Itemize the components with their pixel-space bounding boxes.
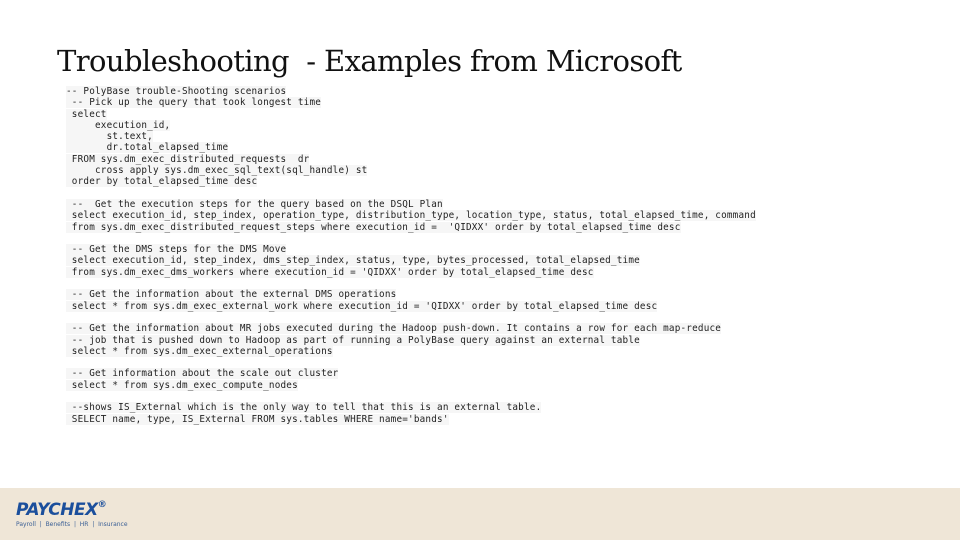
logo-text: PAYCHEX (16, 500, 98, 520)
code-line (66, 267, 756, 278)
code-line (66, 109, 756, 120)
block-spacer (66, 391, 756, 402)
code-line (66, 402, 756, 413)
code-line-text: FROM sys.dm_exec_distributed_requests dr (66, 153, 310, 165)
code-line-text: execution_id, (66, 119, 171, 131)
block-spacer (66, 278, 756, 289)
code-line-text: -- Get the execution steps for the query based on the DSQL Plan (66, 198, 443, 210)
code-line-text: -- PolyBase trouble-Shooting scenarios (66, 86, 287, 97)
code-line (66, 380, 756, 391)
block-spacer (66, 233, 756, 244)
code-line-text: select execution_id, step_index, operation_type, distribution_type, location_type, status, total_elapsed_time, command (66, 210, 756, 222)
code-line-text: -- Get the DMS steps for the DMS Move (66, 244, 287, 256)
code-line-text: select * from sys.dm_exec_compute_nodes (66, 379, 298, 391)
code-line (66, 244, 756, 255)
logo-tagline: Payroll | Benefits | HR | Insurance (16, 521, 128, 528)
code-line (66, 222, 756, 233)
code-line (66, 346, 756, 357)
code-line-text: from sys.dm_exec_dms_workers where execution_id = 'QIDXX' order by total_elapsed_time desc (66, 266, 594, 278)
code-line-text: -- Get information about the scale out cluster (66, 368, 339, 380)
code-line (66, 255, 756, 266)
logo-mark: ® (97, 500, 107, 510)
code-line-text: -- Pick up the query that took longest time (66, 97, 322, 109)
code-line (66, 86, 756, 97)
code-line-text: st.text, (66, 131, 153, 143)
footer-band (0, 488, 960, 540)
code-line (66, 210, 756, 221)
paychex-logo (16, 500, 106, 520)
code-line (66, 289, 756, 300)
code-line-text: select execution_id, step_index, dms_step_index, status, type, bytes_processed, total_elapsed_time (66, 255, 640, 267)
code-line (66, 131, 756, 142)
code-line (66, 120, 756, 131)
code-line (66, 165, 756, 176)
code-line-text: select (66, 108, 107, 120)
block-spacer (66, 188, 756, 199)
code-line (66, 335, 756, 346)
code-line (66, 199, 756, 210)
code-line-text: select * from sys.dm_exec_external_operations (66, 345, 333, 357)
code-listing (66, 86, 756, 425)
slide-title: Troubleshooting - Examples from Microsoft (57, 44, 682, 78)
code-line (66, 142, 756, 153)
code-line-text: dr.total_elapsed_time (66, 142, 229, 154)
code-line (66, 97, 756, 108)
code-line-text: -- job that is pushed down to Hadoop as part of running a PolyBase query against an external table (66, 334, 640, 346)
block-spacer (66, 357, 756, 368)
code-line-text: select * from sys.dm_exec_external_work where execution_id = 'QIDXX' order by total_elapsed_time desc (66, 300, 658, 312)
code-line-text: -- Get the information about MR jobs executed during the Hadoop push-down. It contains a row for each map-reduce (66, 323, 722, 335)
code-line (66, 368, 756, 379)
code-line-text: order by total_elapsed_time desc (66, 176, 258, 188)
code-line (66, 414, 756, 425)
code-line (66, 176, 756, 187)
block-spacer (66, 312, 756, 323)
code-line-text: from sys.dm_exec_distributed_request_steps where execution_id = 'QIDXX' order by total_elapsed_time desc (66, 221, 681, 233)
code-line-text: --shows IS_External which is the only way to tell that this is an external table. (66, 402, 542, 414)
code-line-text: -- Get the information about the external DMS operations (66, 289, 397, 301)
code-line (66, 154, 756, 165)
code-line-text: SELECT name, type, IS_External FROM sys.tables WHERE name='bands' (66, 413, 449, 425)
code-line (66, 301, 756, 312)
code-line-text: cross apply sys.dm_exec_sql_text(sql_handle) st (66, 165, 368, 177)
code-line (66, 323, 756, 334)
